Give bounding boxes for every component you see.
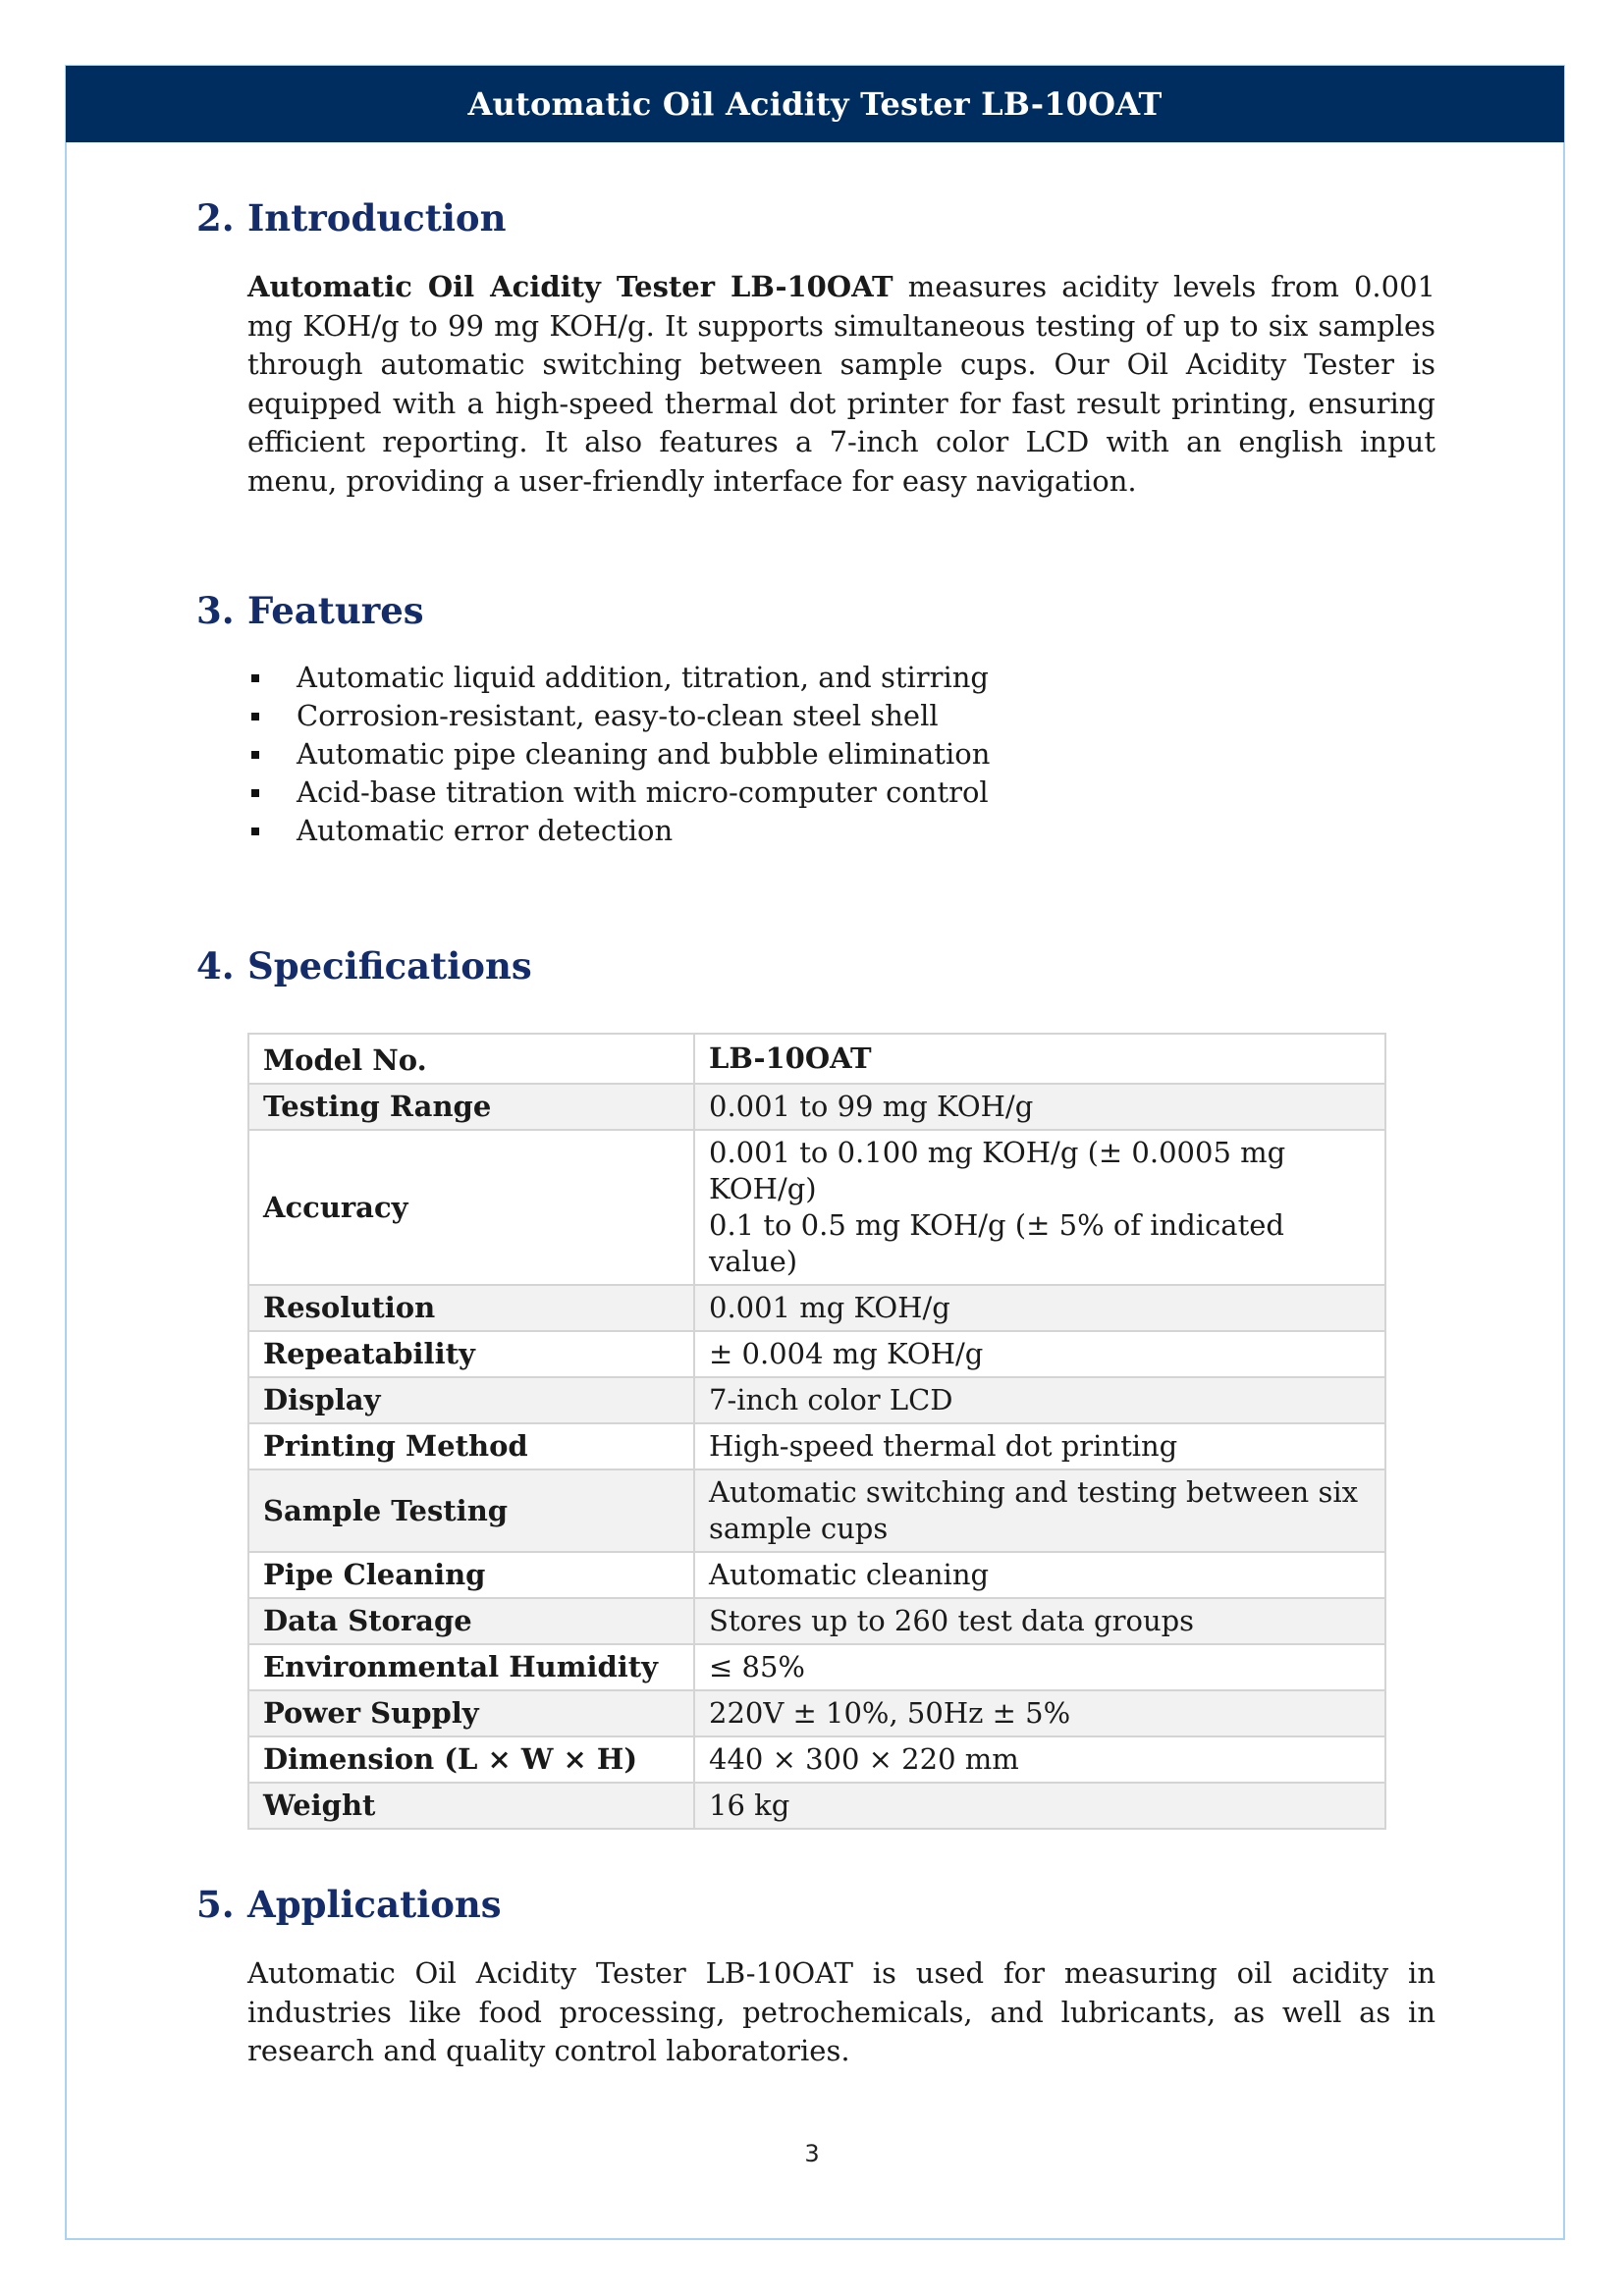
spec-value-line: 16 kg	[709, 1789, 790, 1822]
table-row	[248, 1736, 1385, 1783]
table-row	[248, 1552, 1385, 1598]
applications-paragraph: Automatic Oil Acidity Tester LB-10OAT is used for measuring oil acidity in industries like food processing, petrochemicals, and lubricants, as well as in research and quality control laboratories.	[247, 1956, 1435, 2067]
specifications-heading	[196, 944, 1435, 988]
spec-key-cell: Testing Range	[248, 1084, 694, 1130]
bullet-square-icon	[251, 789, 259, 797]
spec-value-cell	[694, 1084, 1385, 1130]
introduction-heading	[196, 196, 1435, 240]
page-header	[66, 66, 1564, 142]
features-section	[196, 589, 1435, 850]
page-number: 3	[804, 2140, 820, 2167]
introduction-body: measures acidity levels from 0.001 mg KOH/g to 99 mg KOH/g. It supports simultaneous testing of up to six samples through automatic switching between sample cups. Our Oil Acidity Tester is equipped with a high-speed thermal dot printer for fast result printing, ensuring efficient reporting. It also features a 7-inch color LCD with an english input menu, providing a user-friendly interface for easy navigation.	[247, 270, 1436, 498]
spec-key-cell: Display	[248, 1377, 694, 1423]
spec-value-cell	[694, 1644, 1385, 1690]
spec-value-line: 0.001 to 99 mg KOH/g	[709, 1090, 1034, 1123]
spec-value-line: 0.1 to 0.5 mg KOH/g (± 5% of indicated value)	[709, 1208, 1284, 1278]
table-row	[248, 1644, 1385, 1690]
spec-value-cell	[694, 1598, 1385, 1644]
bullet-square-icon	[251, 828, 259, 835]
table-row	[248, 1285, 1385, 1331]
spec-key-cell: Repeatability	[248, 1331, 694, 1377]
feature-text: Acid-base titration with micro-computer control	[297, 775, 989, 809]
spec-value-line: Automatic cleaning	[709, 1558, 990, 1591]
spec-value-cell	[694, 1130, 1385, 1285]
feature-text: Automatic error detection	[297, 814, 674, 847]
spec-value-cell	[694, 1377, 1385, 1423]
spec-key-cell: Environmental Humidity	[248, 1644, 694, 1690]
table-row	[248, 1783, 1385, 1829]
spec-value-line: High-speed thermal dot printing	[709, 1429, 1178, 1463]
section-number: 4.	[196, 944, 235, 988]
spec-key-cell: Resolution	[248, 1285, 694, 1331]
features-list	[247, 659, 1435, 850]
spec-value-cell	[694, 1690, 1385, 1736]
spec-key-cell: Model No.	[248, 1034, 694, 1084]
section-title: Applications	[247, 1883, 502, 1926]
spec-value-cell	[694, 1285, 1385, 1331]
spec-value-line: Automatic switching and testing between six sample cups	[709, 1475, 1358, 1545]
bullet-square-icon	[251, 713, 259, 721]
bullet-square-icon	[251, 674, 259, 682]
introduction-paragraph	[247, 268, 1435, 501]
spec-value-cell	[694, 1423, 1385, 1469]
spec-value-line: LB-10OAT	[709, 1041, 872, 1075]
section-title: Specifications	[247, 944, 532, 988]
features-heading	[196, 589, 1435, 632]
header-title: Automatic Oil Acidity Tester LB-10OAT	[467, 85, 1163, 123]
table-row	[248, 1084, 1385, 1130]
spec-value-cell	[694, 1331, 1385, 1377]
spec-value-line: Stores up to 260 test data groups	[709, 1604, 1195, 1637]
table-row	[248, 1130, 1385, 1285]
applications-section	[196, 1883, 1435, 2071]
feature-list-item	[247, 659, 1435, 697]
spec-value-line: 0.001 to 0.100 mg KOH/g (± 0.0005 mg KOH/g)	[709, 1136, 1286, 1205]
section-number: 5.	[196, 1883, 235, 1926]
feature-text: Automatic pipe cleaning and bubble elimination	[297, 737, 991, 771]
section-title: Features	[247, 589, 424, 632]
table-row	[248, 1377, 1385, 1423]
feature-text: Corrosion-resistant, easy-to-clean steel shell	[297, 699, 939, 732]
section-number: 2.	[196, 196, 235, 240]
feature-list-item	[247, 735, 1435, 774]
feature-text: Automatic liquid addition, titration, and stirring	[297, 661, 989, 694]
applications-heading	[196, 1883, 1435, 1926]
table-row	[248, 1034, 1385, 1084]
feature-list-item	[247, 697, 1435, 735]
spec-key-cell: Pipe Cleaning	[248, 1552, 694, 1598]
spec-key-cell: Accuracy	[248, 1130, 694, 1285]
section-number: 3.	[196, 589, 235, 632]
spec-value-cell	[694, 1736, 1385, 1783]
specifications-table	[247, 1033, 1386, 1830]
spec-value-line: ≤ 85%	[709, 1650, 805, 1683]
spec-value-cell	[694, 1783, 1385, 1829]
spec-value-line: 440 × 300 × 220 mm	[709, 1742, 1019, 1776]
spec-key-cell: Data Storage	[248, 1598, 694, 1644]
spec-value-cell	[694, 1034, 1385, 1084]
spec-value-line: 220V ± 10%, 50Hz ± 5%	[709, 1696, 1071, 1730]
table-row	[248, 1598, 1385, 1644]
table-row	[248, 1423, 1385, 1469]
introduction-bold-lead: Automatic Oil Acidity Tester LB-10OAT	[247, 270, 893, 303]
spec-key-cell: Weight	[248, 1783, 694, 1829]
spec-value-line: ± 0.004 mg KOH/g	[709, 1337, 984, 1370]
table-row	[248, 1690, 1385, 1736]
table-row	[248, 1331, 1385, 1377]
spec-key-cell: Sample Testing	[248, 1469, 694, 1552]
feature-list-item	[247, 812, 1435, 850]
introduction-section	[196, 196, 1435, 501]
spec-value-cell	[694, 1469, 1385, 1552]
spec-value-line: 0.001 mg KOH/g	[709, 1291, 950, 1324]
bullet-square-icon	[251, 751, 259, 759]
spec-value-line: 7-inch color LCD	[709, 1383, 953, 1416]
spec-value-cell	[694, 1552, 1385, 1598]
spec-key-cell: Printing Method	[248, 1423, 694, 1469]
spec-key-cell: Power Supply	[248, 1690, 694, 1736]
spec-key-cell: Dimension (L × W × H)	[248, 1736, 694, 1783]
specifications-section	[196, 944, 1435, 988]
section-title: Introduction	[247, 196, 507, 240]
feature-list-item	[247, 774, 1435, 812]
table-row	[248, 1469, 1385, 1552]
